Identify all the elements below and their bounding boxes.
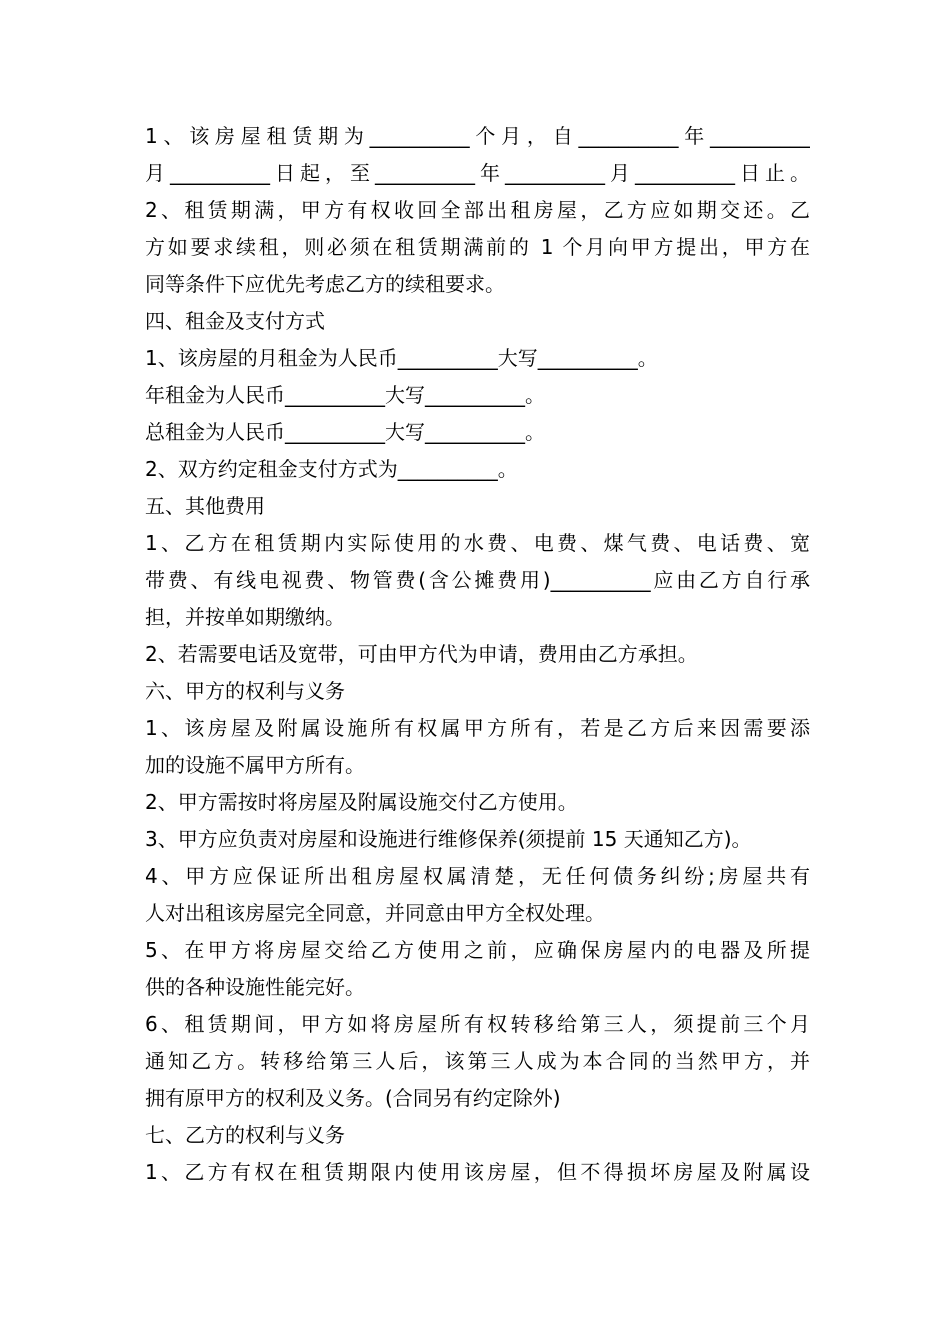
text-line: 2、若需要电话及宽带，可由甲方代为申请，费用由乙方承担。 [145,642,698,666]
text-line: 5、在甲方将房屋交给乙方使用之前，应确保房屋内的电器及所提 [145,938,810,962]
text-line: 4、甲方应保证所出租房屋权属清楚，无任何债务纠纷;房屋共有 [145,864,810,888]
text-line: 1、乙方有权在租赁期限内使用该房屋，但不得损坏房屋及附属设 [145,1160,810,1184]
section-heading: 四、租金及支付方式 [145,309,325,333]
section-heading: 七、乙方的权利与义务 [145,1123,345,1147]
text-line: 带费、有线电视费、物管费(含公摊费用)__________应由乙方自行承 [145,568,810,592]
text-line: 6、租赁期间，甲方如将房屋所有权转移给第三人，须提前三个月 [145,1012,810,1036]
text-line: 1、该房屋的月租金为人民币__________大写__________。 [145,346,658,370]
text-line: 2、双方约定租金支付方式为__________。 [145,457,518,481]
text-line: 2、租赁期满，甲方有权收回全部出租房屋，乙方应如期交还。乙 [145,198,810,222]
text-line: 1、乙方在租赁期内实际使用的水费、电费、煤气费、电话费、宽 [145,531,810,555]
text-line: 方如要求续租，则必须在租赁期满前的 1 个月向甲方提出，甲方在 [145,235,810,259]
text-line: 同等条件下应优先考虑乙方的续租要求。 [145,272,505,296]
text-line: 3、甲方应负责对房屋和设施进行维修保养(须提前 15 天通知乙方)。 [145,827,752,851]
text-line: 月__________日起，至__________年__________月__________日止。 [145,161,810,185]
section-heading: 五、其他费用 [145,494,265,518]
text-line: 加的设施不属甲方所有。 [145,753,365,777]
text-line: 1、该房屋租赁期为__________个月，自__________年__________ [145,124,810,148]
text-line: 1、该房屋及附属设施所有权属甲方所有，若是乙方后来因需要添 [145,716,810,740]
text-line: 担，并按单如期缴纳。 [145,605,345,629]
text-line: 人对出租该房屋完全同意，并同意由甲方全权处理。 [145,901,605,925]
text-line: 供的各种设施性能完好。 [145,975,365,999]
text-line: 总租金为人民币__________大写__________。 [145,420,545,444]
text-line: 拥有原甲方的权利及义务。(合同另有约定除外) [145,1086,561,1110]
text-line: 2、甲方需按时将房屋及附属设施交付乙方使用。 [145,790,578,814]
text-line: 通知乙方。转移给第三人后，该第三人成为本合同的当然甲方，并 [145,1049,810,1073]
text-line: 年租金为人民币__________大写__________。 [145,383,545,407]
section-heading: 六、甲方的权利与义务 [145,679,345,703]
